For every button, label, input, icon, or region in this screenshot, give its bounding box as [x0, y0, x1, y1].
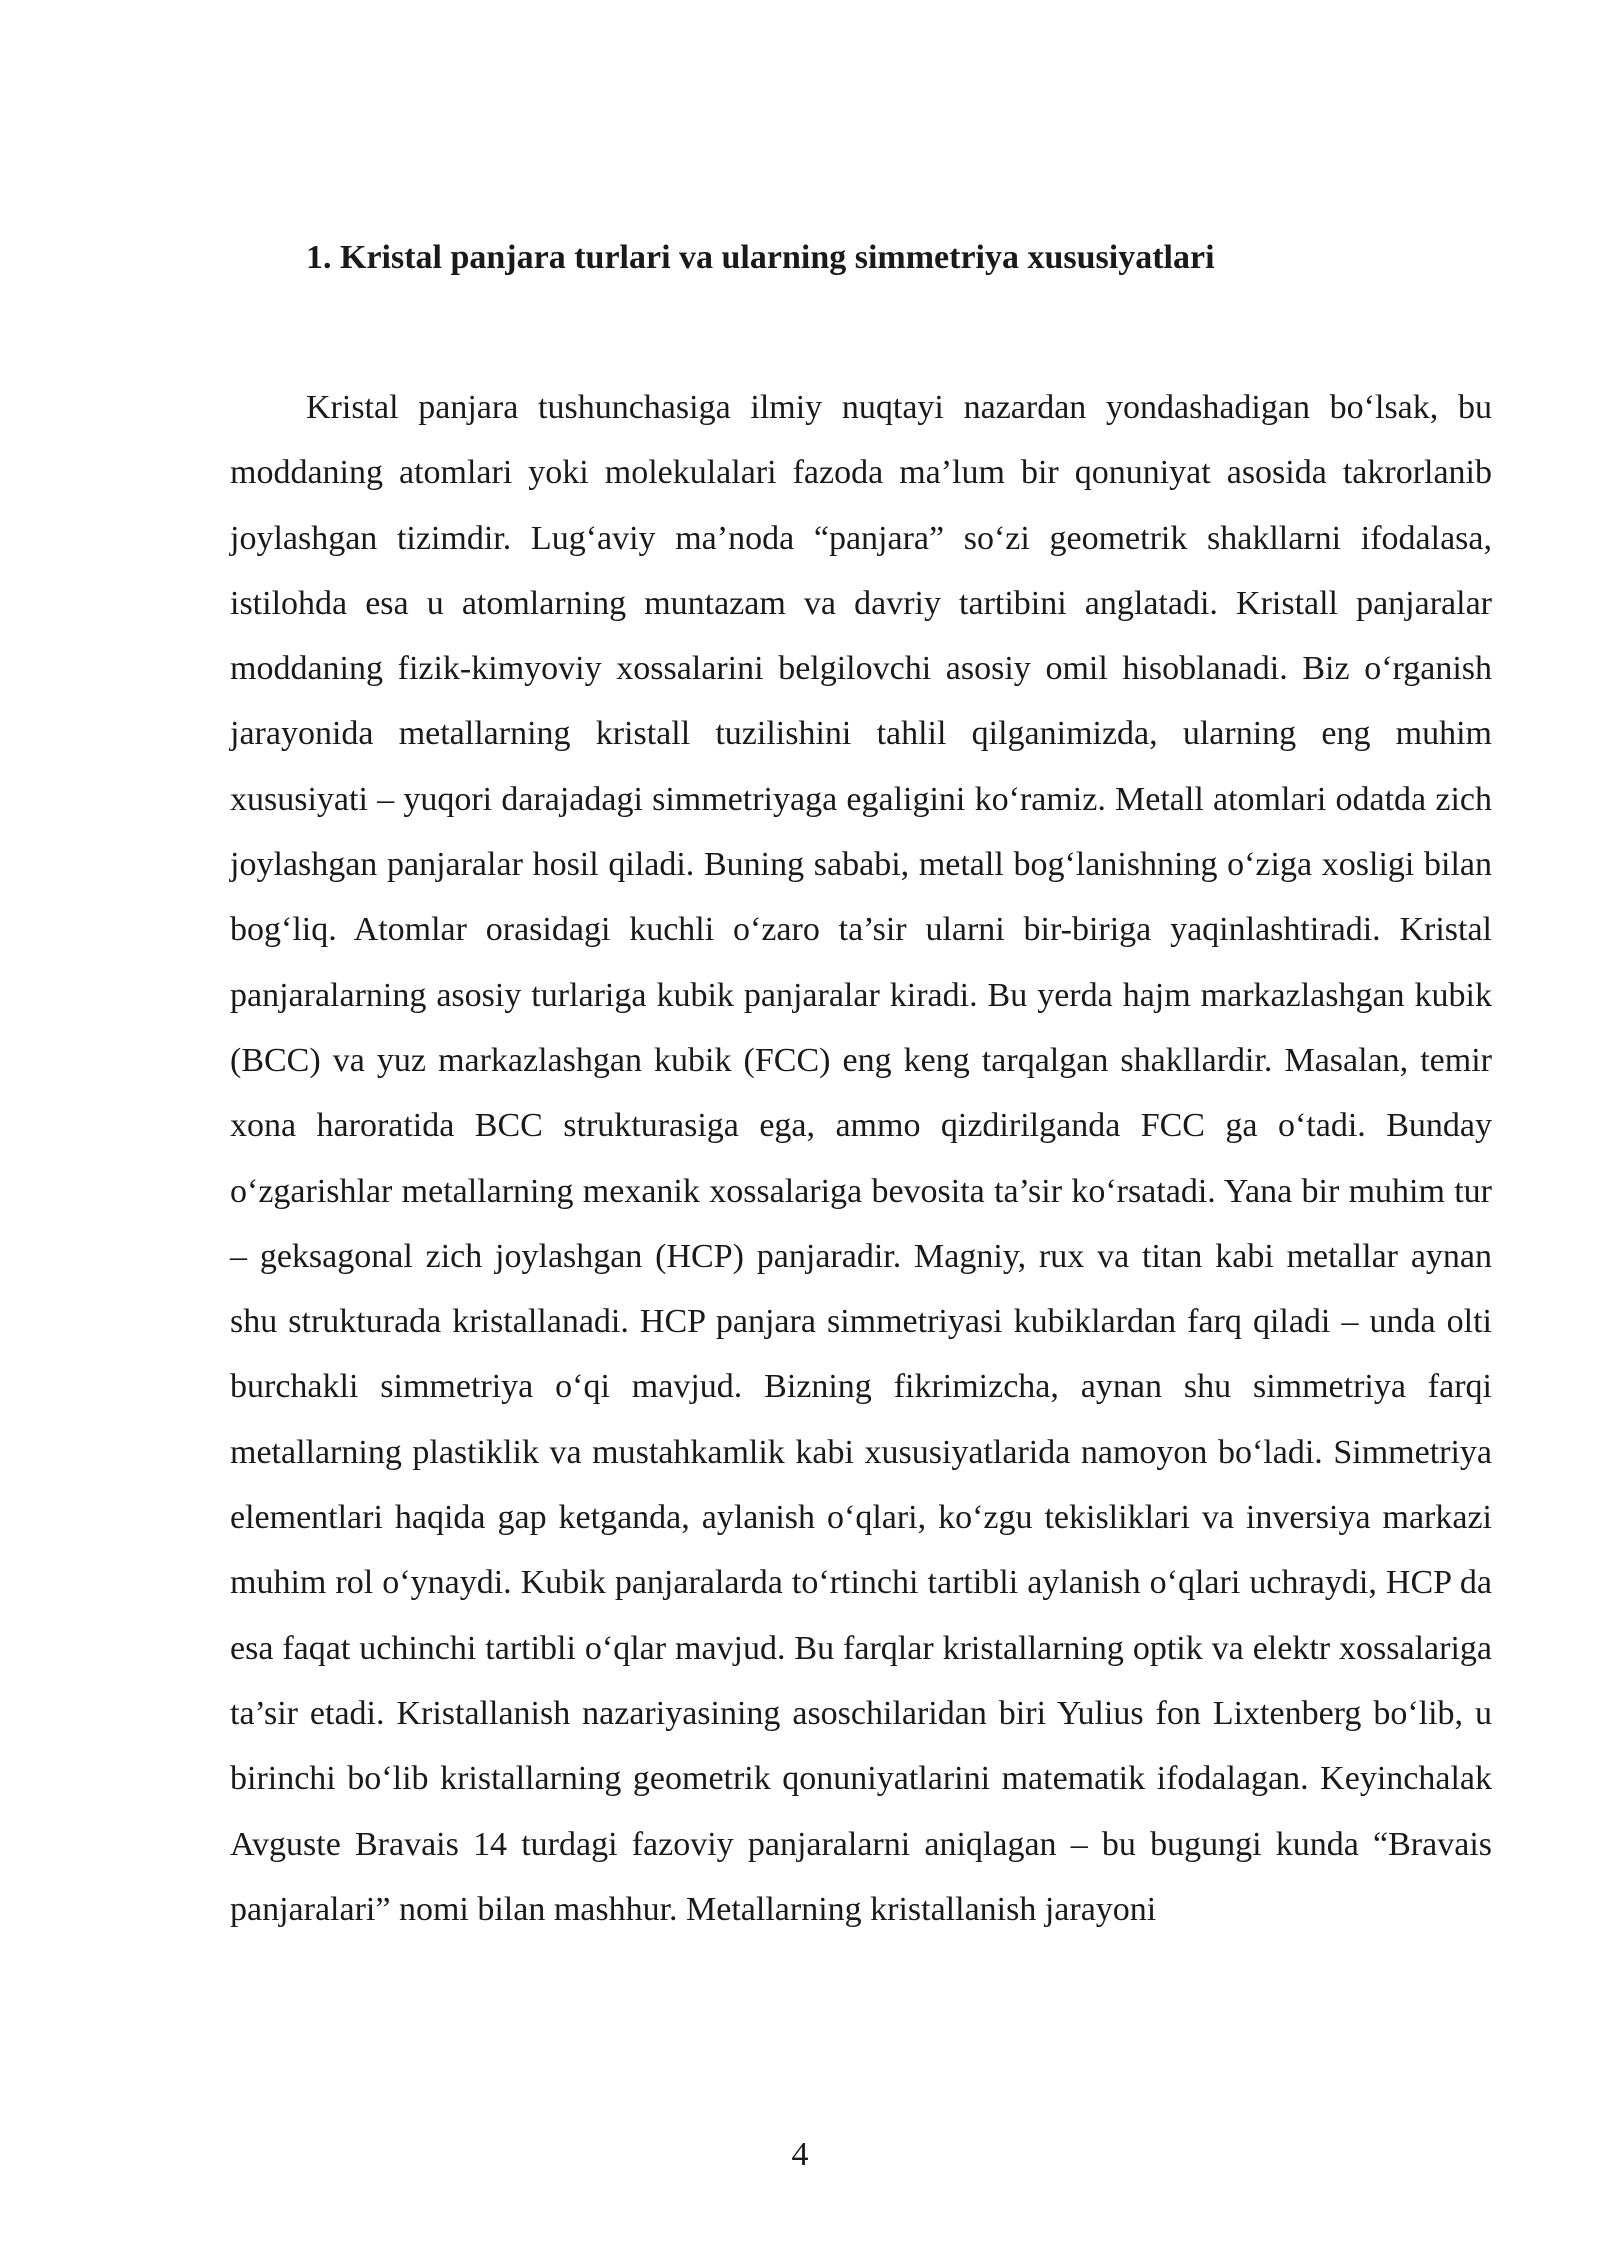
- section-heading: 1. Kristal panjara turlari va ularning simmetriya xususiyatlari: [306, 239, 1215, 276]
- body-paragraph: Kristal panjara tushunchasiga ilmiy nuqtayi nazardan yondashadigan bo‘lsak, bu moddaning atomlari yoki molekulalari fazoda ma’lum bir qonuniyat asosida takrorlanib joylashgan tizimdir. Lug‘aviy ma’noda “panjara” so‘zi geometrik shakllarni ifodalasa, istilohda esa u atomlarning muntazam va davriy tartibini anglatadi. Kristall panjaralar moddaning fizik-kimyoviy xossalarini belgilovchi asosiy omil hisoblanadi. Biz o‘rganish jarayonida metallarning kristall tuzilishini tahlil qilganimizda, ularning eng muhim xususiyati – yuqori darajadagi simmetriyaga egaligini ko‘ramiz. Metall atomlari odatda zich joylashgan panjaralar hosil qiladi. Buning sababi, metall bog‘lanishning o‘ziga xosligi bilan bog‘liq. Atomlar orasidagi kuchli o‘zaro ta’sir ularni bir-biriga yaqinlashtiradi. Kristal panjaralarning asosiy turlariga kubik panjaralar kiradi. Bu yerda hajm markazlashgan kubik (BCC) va yuz markazlashgan kubik (FCC) eng keng tarqalgan shakllardir. Masalan, temir xona haroratida BCC strukturasiga ega, ammo qizdirilganda FCC ga o‘tadi. Bunday o‘zgarishlar metallarning mexanik xossalariga bevosita ta’sir ko‘rsatadi. Yana bir muhim tur – geksagonal zich joylashgan (HCP) panjaradir. Magniy, rux va titan kabi metallar aynan shu strukturada kristallanadi. HCP panjara simmetriyasi kubiklardan farq qiladi – unda olti burchakli simmetriya o‘qi mavjud. Bizning fikrimizcha, aynan shu simmetriya farqi metallarning plastiklik va mustahkamlik kabi xususiyatlarida namoyon bo‘ladi. Simmetriya elementlari haqida gap ketganda, aylanish o‘qlari, ko‘zgu tekisliklari va inversiya markazi muhim rol o‘ynaydi. Kubik panjaralarda to‘rtinchi tartibli aylanish o‘qlari uchraydi, HCP da esa faqat uchinchi tartibli o‘qlar mavjud. Bu farqlar kristallarning optik va elektr xossalariga ta’sir etadi. Kristallanish nazariyasining asoschilaridan biri Yulius fon Lixtenberg bo‘lib, u birinchi bo‘lib kristallarning geometrik qonuniyatlarini matematik ifodalagan. Keyinchalak Avguste Bravais 14 turdagi fazoviy panjaralarni aniqlagan – bu bugungi kunda “Bravais panjaralari” nomi bilan mashhur. Metallarning kristallanish jarayoni: [230, 389, 1492, 1928]
- page-number: 4: [791, 2136, 809, 2173]
